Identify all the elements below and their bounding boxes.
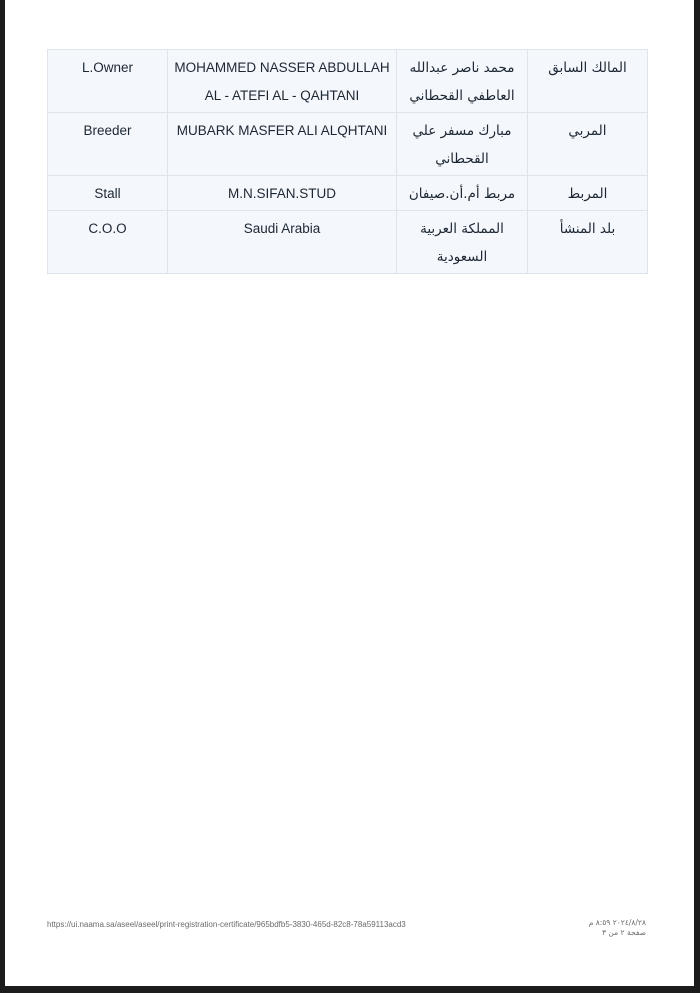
value-en-previous-owner: MOHAMMED NASSER ABDULLAH AL - ATEFI AL - QAHTANI (168, 50, 397, 113)
footer-url: https://ui.naama.sa/aseel/aseel/print-registration-certificate/965bdfb5-3830-465d-82c8-78a59113acd3 (47, 920, 406, 929)
label-en-country-of-origin: C.O.O (48, 211, 168, 274)
label-ar-previous-owner: المالك السابق (528, 50, 648, 113)
table-row (48, 176, 648, 211)
label-en-breeder: Breeder (48, 113, 168, 176)
table-row (48, 211, 648, 274)
value-en-breeder: MUBARK MASFER ALI ALQHTANI (168, 113, 397, 176)
watermark-logo: حراج (646, 964, 690, 985)
registration-details-table (47, 49, 648, 274)
table-row (48, 50, 648, 113)
label-ar-country-of-origin: بلد المنشأ (528, 211, 648, 274)
footer-print-info (526, 918, 646, 938)
label-en-stall: Stall (48, 176, 168, 211)
label-ar-stall: المربط (528, 176, 648, 211)
label-en-previous-owner: L.Owner (48, 50, 168, 113)
value-ar-previous-owner: محمد ناصر عبدالله العاطفي القحطاني (397, 50, 528, 113)
value-en-country-of-origin: Saudi Arabia (168, 211, 397, 274)
label-ar-breeder: المربي (528, 113, 648, 176)
value-en-stall: M.N.SIFAN.STUD (168, 176, 397, 211)
value-ar-breeder: مبارك مسفر علي القحطاني (397, 113, 528, 176)
table-row (48, 113, 648, 176)
value-ar-stall: مربط أم.أن.صيفان (397, 176, 528, 211)
footer-page-number: صفحة ٢ من ٣ (602, 928, 646, 937)
value-ar-country-of-origin: المملكة العربية السعودية (397, 211, 528, 274)
footer-datetime: ٢٠٢٤/٨/٢٨ ٨:٥٩ م (588, 918, 646, 927)
document-page (5, 0, 694, 986)
